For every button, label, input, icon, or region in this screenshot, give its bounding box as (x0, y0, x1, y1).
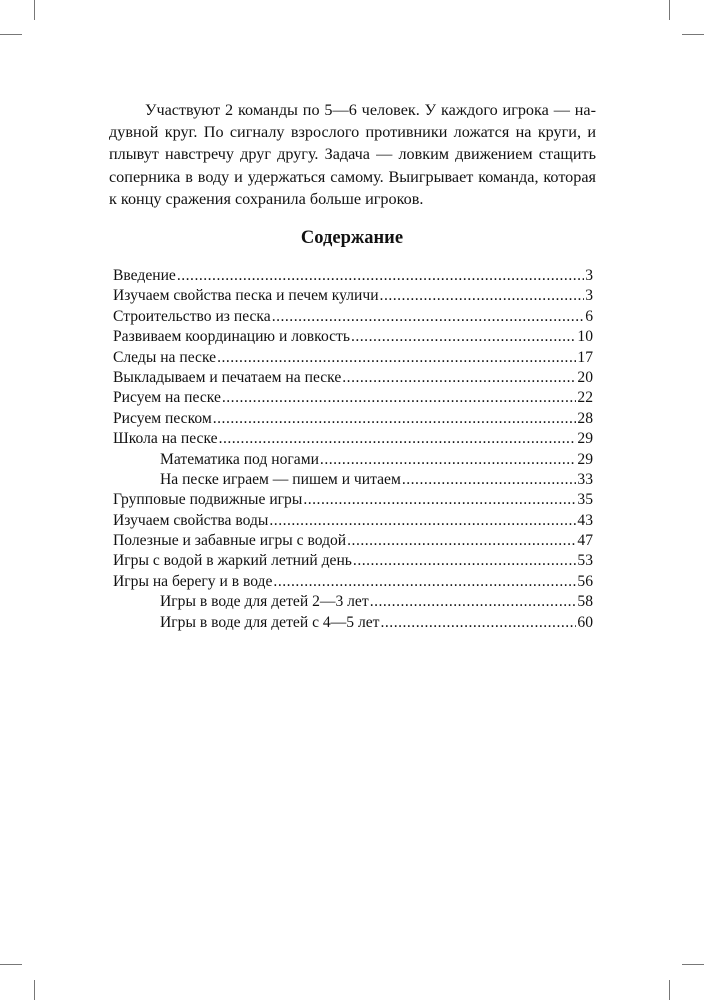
toc-entry-label: Рисуем на песке (113, 389, 221, 407)
toc-entry-page: 3 (585, 287, 593, 305)
crop-mark (669, 0, 670, 20)
toc-entry-label: Введение (113, 267, 176, 284)
toc-subentry (113, 613, 593, 633)
toc-entry (113, 490, 593, 510)
toc-entry-label: Выкладываем и печатаем на песке (113, 368, 342, 386)
crop-mark (34, 0, 35, 20)
toc-entry-label: Школа на песке (113, 430, 218, 448)
toc-dot-leader (177, 266, 584, 286)
toc-dot-leader (381, 613, 577, 633)
toc-entry (113, 572, 593, 592)
toc-entry-page: 43 (577, 511, 593, 529)
toc-entry-page: 29 (577, 450, 593, 468)
toc-entry-page: 60 (577, 613, 593, 631)
table-of-contents (113, 266, 593, 633)
toc-subentry (113, 470, 593, 490)
toc-dot-leader (303, 490, 576, 510)
toc-entry-label: Полезные и забавные игры с водой (113, 532, 347, 550)
toc-entry (113, 409, 593, 429)
toc-entry-label: Изучаем свойства песка и печем куличи (113, 287, 379, 305)
toc-entry (113, 327, 593, 347)
toc-title: Содержание (300, 228, 404, 248)
toc-dot-leader (269, 511, 576, 531)
toc-entry-label: Строительство из песка (113, 307, 271, 325)
toc-entry (113, 368, 593, 388)
toc-entry-label: Игры в воде для детей 2—3 лет (160, 593, 369, 611)
toc-entry-page: 56 (577, 572, 593, 590)
toc-entry-label: Групповые подвижные игры (113, 491, 303, 509)
crop-mark (0, 34, 22, 35)
crop-mark (0, 964, 22, 965)
toc-entry-label: Игры на берегу и в воде (113, 572, 273, 590)
toc-subentry (113, 450, 593, 470)
toc-dot-leader (380, 286, 585, 306)
toc-dot-leader (351, 327, 576, 347)
intro-paragraph: Участвуют 2 команды по 5—6 человек. У каждого игрока — надувной круг. По сигналу взрослого противники ложатся на круги, и плывут навстречу друг другу. Задача — ловким движением стащить соперника в воду и удержаться самому. Выигрывает команда, которая к концу сражения сохранила больше игроков. (109, 101, 596, 208)
toc-entry-label: Игры в воде для детей с 4—5 лет (160, 613, 380, 631)
toc-entry-page: 3 (585, 267, 593, 284)
toc-entry-page: 33 (577, 470, 593, 488)
toc-entry (113, 286, 593, 306)
toc-entry (113, 551, 593, 571)
toc-entry-page: 53 (577, 552, 593, 570)
crop-mark (34, 980, 35, 1000)
toc-dot-leader (370, 592, 577, 612)
crop-mark (669, 980, 670, 1000)
toc-dot-leader (273, 572, 576, 592)
toc-entry-page: 10 (577, 328, 593, 346)
toc-entry-page: 22 (577, 389, 593, 407)
toc-entry (113, 348, 593, 368)
toc-entry-label: Игры с водой в жаркий летний день (113, 552, 352, 570)
toc-dot-leader (347, 531, 576, 551)
toc-entry-label: Следы на песке (113, 348, 217, 366)
toc-entry-label: На песке играем — пишем и читаем (160, 470, 401, 488)
toc-dot-leader (320, 450, 576, 470)
toc-entry-page: 29 (577, 430, 593, 448)
toc-subentry (113, 592, 593, 612)
crop-mark (682, 34, 704, 35)
toc-entry-page: 6 (585, 307, 593, 325)
toc-dot-leader (222, 388, 577, 408)
crop-mark (682, 964, 704, 965)
toc-dot-leader (219, 429, 577, 449)
toc-entry-page: 58 (577, 593, 593, 611)
toc-dot-leader (272, 307, 585, 327)
toc-entry (113, 511, 593, 531)
toc-dot-leader (217, 348, 576, 368)
toc-entry (113, 266, 593, 286)
toc-entry (113, 388, 593, 408)
toc-entry-page: 47 (577, 532, 593, 550)
toc-dot-leader (213, 409, 577, 429)
toc-entry (113, 307, 593, 327)
toc-entry-page: 35 (577, 491, 593, 509)
toc-dot-leader (353, 551, 576, 571)
toc-dot-leader (342, 368, 576, 388)
toc-entry-page: 17 (577, 348, 593, 366)
toc-dot-leader (402, 470, 577, 490)
toc-entry-page: 20 (577, 368, 593, 386)
toc-entry-page: 28 (577, 409, 593, 427)
toc-entry-label: Рисуем песком (113, 409, 212, 427)
toc-entry-label: Изучаем свойства воды (113, 511, 269, 529)
toc-entry-label: Математика под ногами (160, 450, 319, 468)
toc-entry-label: Развиваем координацию и ловкость (113, 328, 350, 346)
toc-entry (113, 531, 593, 551)
toc-entry (113, 429, 593, 449)
